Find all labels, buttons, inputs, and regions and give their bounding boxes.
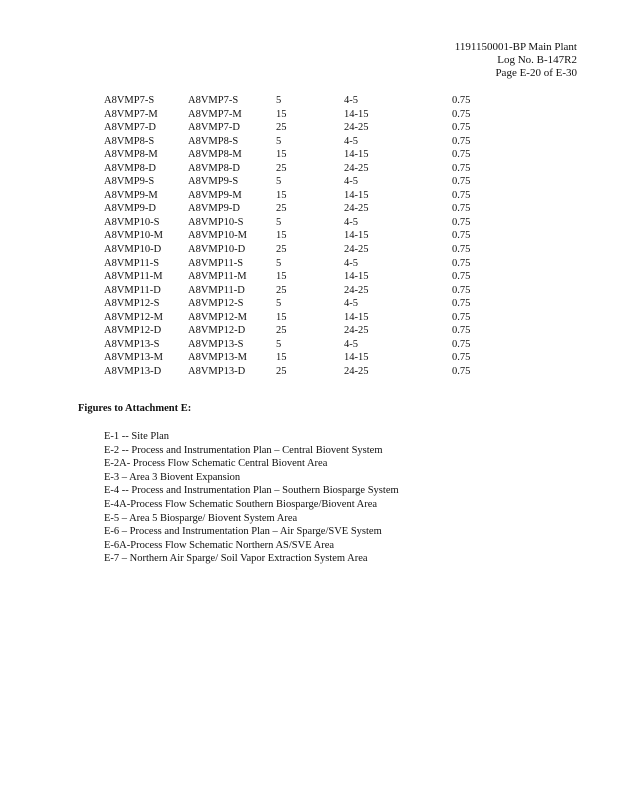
table-row xyxy=(104,338,504,352)
cell-point-id: A8VMP10-S xyxy=(104,216,160,228)
cell-point-id: A8VMP7-M xyxy=(104,108,158,120)
cell-depth: 15 xyxy=(276,189,287,201)
cell-diameter: 0.75 xyxy=(452,244,471,256)
cell-point-id: A8VMP11-D xyxy=(104,284,161,296)
cell-point-id: A8VMP12-D xyxy=(104,325,162,337)
cell-depth: 15 xyxy=(276,271,287,283)
table-row xyxy=(104,297,504,311)
figure-item: E-2A- Process Flow Schematic Central Biovent Area xyxy=(104,458,328,470)
cell-sample-id: A8VMP9-S xyxy=(188,176,239,188)
table-row xyxy=(104,311,504,325)
log-number: Log No. B-147R2 xyxy=(497,54,577,66)
cell-sample-id: A8VMP7-S xyxy=(188,95,239,106)
cell-point-id: A8VMP13-S xyxy=(104,338,160,350)
table-row xyxy=(104,162,504,176)
figure-item: E-4A-Process Flow Schematic Southern Biosparge/Biovent Area xyxy=(104,498,378,510)
cell-point-id: A8VMP8-M xyxy=(104,149,158,161)
cell-depth: 15 xyxy=(276,108,287,120)
table-row xyxy=(104,270,504,284)
cell-diameter: 0.75 xyxy=(452,149,471,161)
figure-item: E-5 – Area 5 Biosparge/ Biovent System Area xyxy=(104,512,298,524)
table-row xyxy=(104,284,504,298)
cell-sample-id: A8VMP12-M xyxy=(188,311,247,323)
cell-point-id: A8VMP10-M xyxy=(104,230,163,242)
cell-screen-interval: 24-25 xyxy=(344,244,369,256)
cell-sample-id: A8VMP13-S xyxy=(188,338,244,350)
cell-diameter: 0.75 xyxy=(452,230,471,242)
cell-sample-id: A8VMP10-M xyxy=(188,230,247,242)
cell-depth: 15 xyxy=(276,311,287,323)
cell-screen-interval: 4-5 xyxy=(344,176,358,188)
cell-sample-id: A8VMP11-D xyxy=(188,284,245,296)
cell-sample-id: A8VMP7-D xyxy=(188,122,240,134)
table-row xyxy=(104,108,504,122)
cell-diameter: 0.75 xyxy=(452,298,471,310)
table-row xyxy=(104,175,504,189)
cell-sample-id: A8VMP8-M xyxy=(188,149,242,161)
cell-depth: 25 xyxy=(276,122,287,134)
cell-diameter: 0.75 xyxy=(452,95,471,106)
cell-point-id: A8VMP7-S xyxy=(104,95,155,106)
cell-diameter: 0.75 xyxy=(452,189,471,201)
cell-diameter: 0.75 xyxy=(452,311,471,323)
cell-sample-id: A8VMP12-D xyxy=(188,325,246,337)
cell-screen-interval: 4-5 xyxy=(344,338,358,350)
cell-depth: 15 xyxy=(276,230,287,242)
cell-depth: 5 xyxy=(276,95,282,106)
cell-diameter: 0.75 xyxy=(452,338,471,350)
cell-depth: 5 xyxy=(276,216,282,228)
cell-screen-interval: 14-15 xyxy=(344,352,369,364)
table-row xyxy=(104,324,504,338)
cell-point-id: A8VMP11-S xyxy=(104,257,160,269)
cell-diameter: 0.75 xyxy=(452,257,471,269)
figures-list xyxy=(104,430,399,566)
cell-sample-id: A8VMP13-D xyxy=(188,365,246,377)
cell-point-id: A8VMP9-M xyxy=(104,189,158,201)
cell-sample-id: A8VMP13-M xyxy=(188,352,247,364)
cell-screen-interval: 14-15 xyxy=(344,149,369,161)
table-row xyxy=(104,365,504,379)
cell-depth: 5 xyxy=(276,135,282,147)
page-number: Page E-20 of E-30 xyxy=(495,67,577,79)
cell-diameter: 0.75 xyxy=(452,162,471,174)
table-row xyxy=(104,94,504,108)
cell-sample-id: A8VMP8-S xyxy=(188,135,239,147)
cell-sample-id: A8VMP7-M xyxy=(188,108,242,120)
cell-sample-id: A8VMP11-S xyxy=(188,257,244,269)
cell-diameter: 0.75 xyxy=(452,271,471,283)
cell-point-id: A8VMP8-S xyxy=(104,135,155,147)
cell-depth: 5 xyxy=(276,298,282,310)
cell-diameter: 0.75 xyxy=(452,108,471,120)
table-row xyxy=(104,243,504,257)
cell-screen-interval: 24-25 xyxy=(344,203,369,215)
table-row xyxy=(104,216,504,230)
cell-point-id: A8VMP13-D xyxy=(104,365,162,377)
cell-depth: 25 xyxy=(276,325,287,337)
cell-sample-id: A8VMP10-D xyxy=(188,244,246,256)
cell-depth: 25 xyxy=(276,284,287,296)
page-header xyxy=(455,41,577,80)
table-row xyxy=(104,135,504,149)
cell-screen-interval: 24-25 xyxy=(344,122,369,134)
cell-screen-interval: 24-25 xyxy=(344,284,369,296)
cell-depth: 15 xyxy=(276,352,287,364)
cell-screen-interval: 24-25 xyxy=(344,365,369,377)
cell-screen-interval: 4-5 xyxy=(344,216,358,228)
cell-screen-interval: 24-25 xyxy=(344,325,369,337)
cell-diameter: 0.75 xyxy=(452,284,471,296)
cell-point-id: A8VMP12-S xyxy=(104,298,160,310)
figure-item: E-7 – Northern Air Sparge/ Soil Vapor Extraction System Area xyxy=(104,553,368,565)
cell-depth: 5 xyxy=(276,257,282,269)
cell-point-id: A8VMP9-D xyxy=(104,203,156,215)
figure-item: E-2 -- Process and Instrumentation Plan – Central Biovent System xyxy=(104,444,383,456)
document-id: 1191150001-BP Main Plant xyxy=(454,41,577,53)
figure-item: E-6 – Process and Instrumentation Plan – Air Sparge/SVE System xyxy=(104,526,382,538)
cell-depth: 25 xyxy=(276,365,287,377)
table-row xyxy=(104,189,504,203)
figure-item: E-4 -- Process and Instrumentation Plan – Southern Biosparge System xyxy=(104,485,399,497)
figures-heading: Figures to Attachment E: xyxy=(78,403,192,414)
cell-screen-interval: 4-5 xyxy=(344,298,358,310)
figure-item: E-3 – Area 3 Biovent Expansion xyxy=(104,471,241,483)
cell-screen-interval: 14-15 xyxy=(344,108,369,120)
cell-diameter: 0.75 xyxy=(452,135,471,147)
cell-sample-id: A8VMP9-M xyxy=(188,189,242,201)
table-row xyxy=(104,148,504,162)
cell-point-id: A8VMP10-D xyxy=(104,244,162,256)
cell-diameter: 0.75 xyxy=(452,122,471,134)
table-row xyxy=(104,202,504,216)
cell-screen-interval: 14-15 xyxy=(344,311,369,323)
cell-screen-interval: 14-15 xyxy=(344,271,369,283)
cell-diameter: 0.75 xyxy=(452,176,471,188)
cell-sample-id: A8VMP9-D xyxy=(188,203,240,215)
table-row xyxy=(104,257,504,271)
cell-screen-interval: 24-25 xyxy=(344,162,369,174)
cell-point-id: A8VMP11-M xyxy=(104,271,163,283)
table-row xyxy=(104,121,504,135)
cell-screen-interval: 14-15 xyxy=(344,230,369,242)
figure-item: E-6A-Process Flow Schematic Northern AS/SVE Area xyxy=(104,539,335,551)
table-row xyxy=(104,229,504,243)
cell-diameter: 0.75 xyxy=(452,365,471,377)
cell-depth: 25 xyxy=(276,203,287,215)
cell-diameter: 0.75 xyxy=(452,216,471,228)
cell-point-id: A8VMP7-D xyxy=(104,122,156,134)
cell-depth: 15 xyxy=(276,149,287,161)
cell-screen-interval: 4-5 xyxy=(344,135,358,147)
cell-point-id: A8VMP13-M xyxy=(104,352,163,364)
monitoring-point-table xyxy=(104,94,504,378)
cell-sample-id: A8VMP10-S xyxy=(188,216,244,228)
cell-sample-id: A8VMP11-M xyxy=(188,271,247,283)
cell-depth: 5 xyxy=(276,176,282,188)
cell-point-id: A8VMP8-D xyxy=(104,162,156,174)
cell-screen-interval: 4-5 xyxy=(344,257,358,269)
cell-sample-id: A8VMP12-S xyxy=(188,298,244,310)
cell-sample-id: A8VMP8-D xyxy=(188,162,240,174)
cell-depth: 5 xyxy=(276,338,282,350)
cell-screen-interval: 14-15 xyxy=(344,189,369,201)
table-row xyxy=(104,351,504,365)
cell-diameter: 0.75 xyxy=(452,352,471,364)
cell-point-id: A8VMP9-S xyxy=(104,176,155,188)
cell-diameter: 0.75 xyxy=(452,203,471,215)
cell-depth: 25 xyxy=(276,244,287,256)
cell-depth: 25 xyxy=(276,162,287,174)
figure-item: E-1 -- Site Plan xyxy=(104,431,170,442)
cell-diameter: 0.75 xyxy=(452,325,471,337)
cell-point-id: A8VMP12-M xyxy=(104,311,163,323)
cell-screen-interval: 4-5 xyxy=(344,95,358,106)
